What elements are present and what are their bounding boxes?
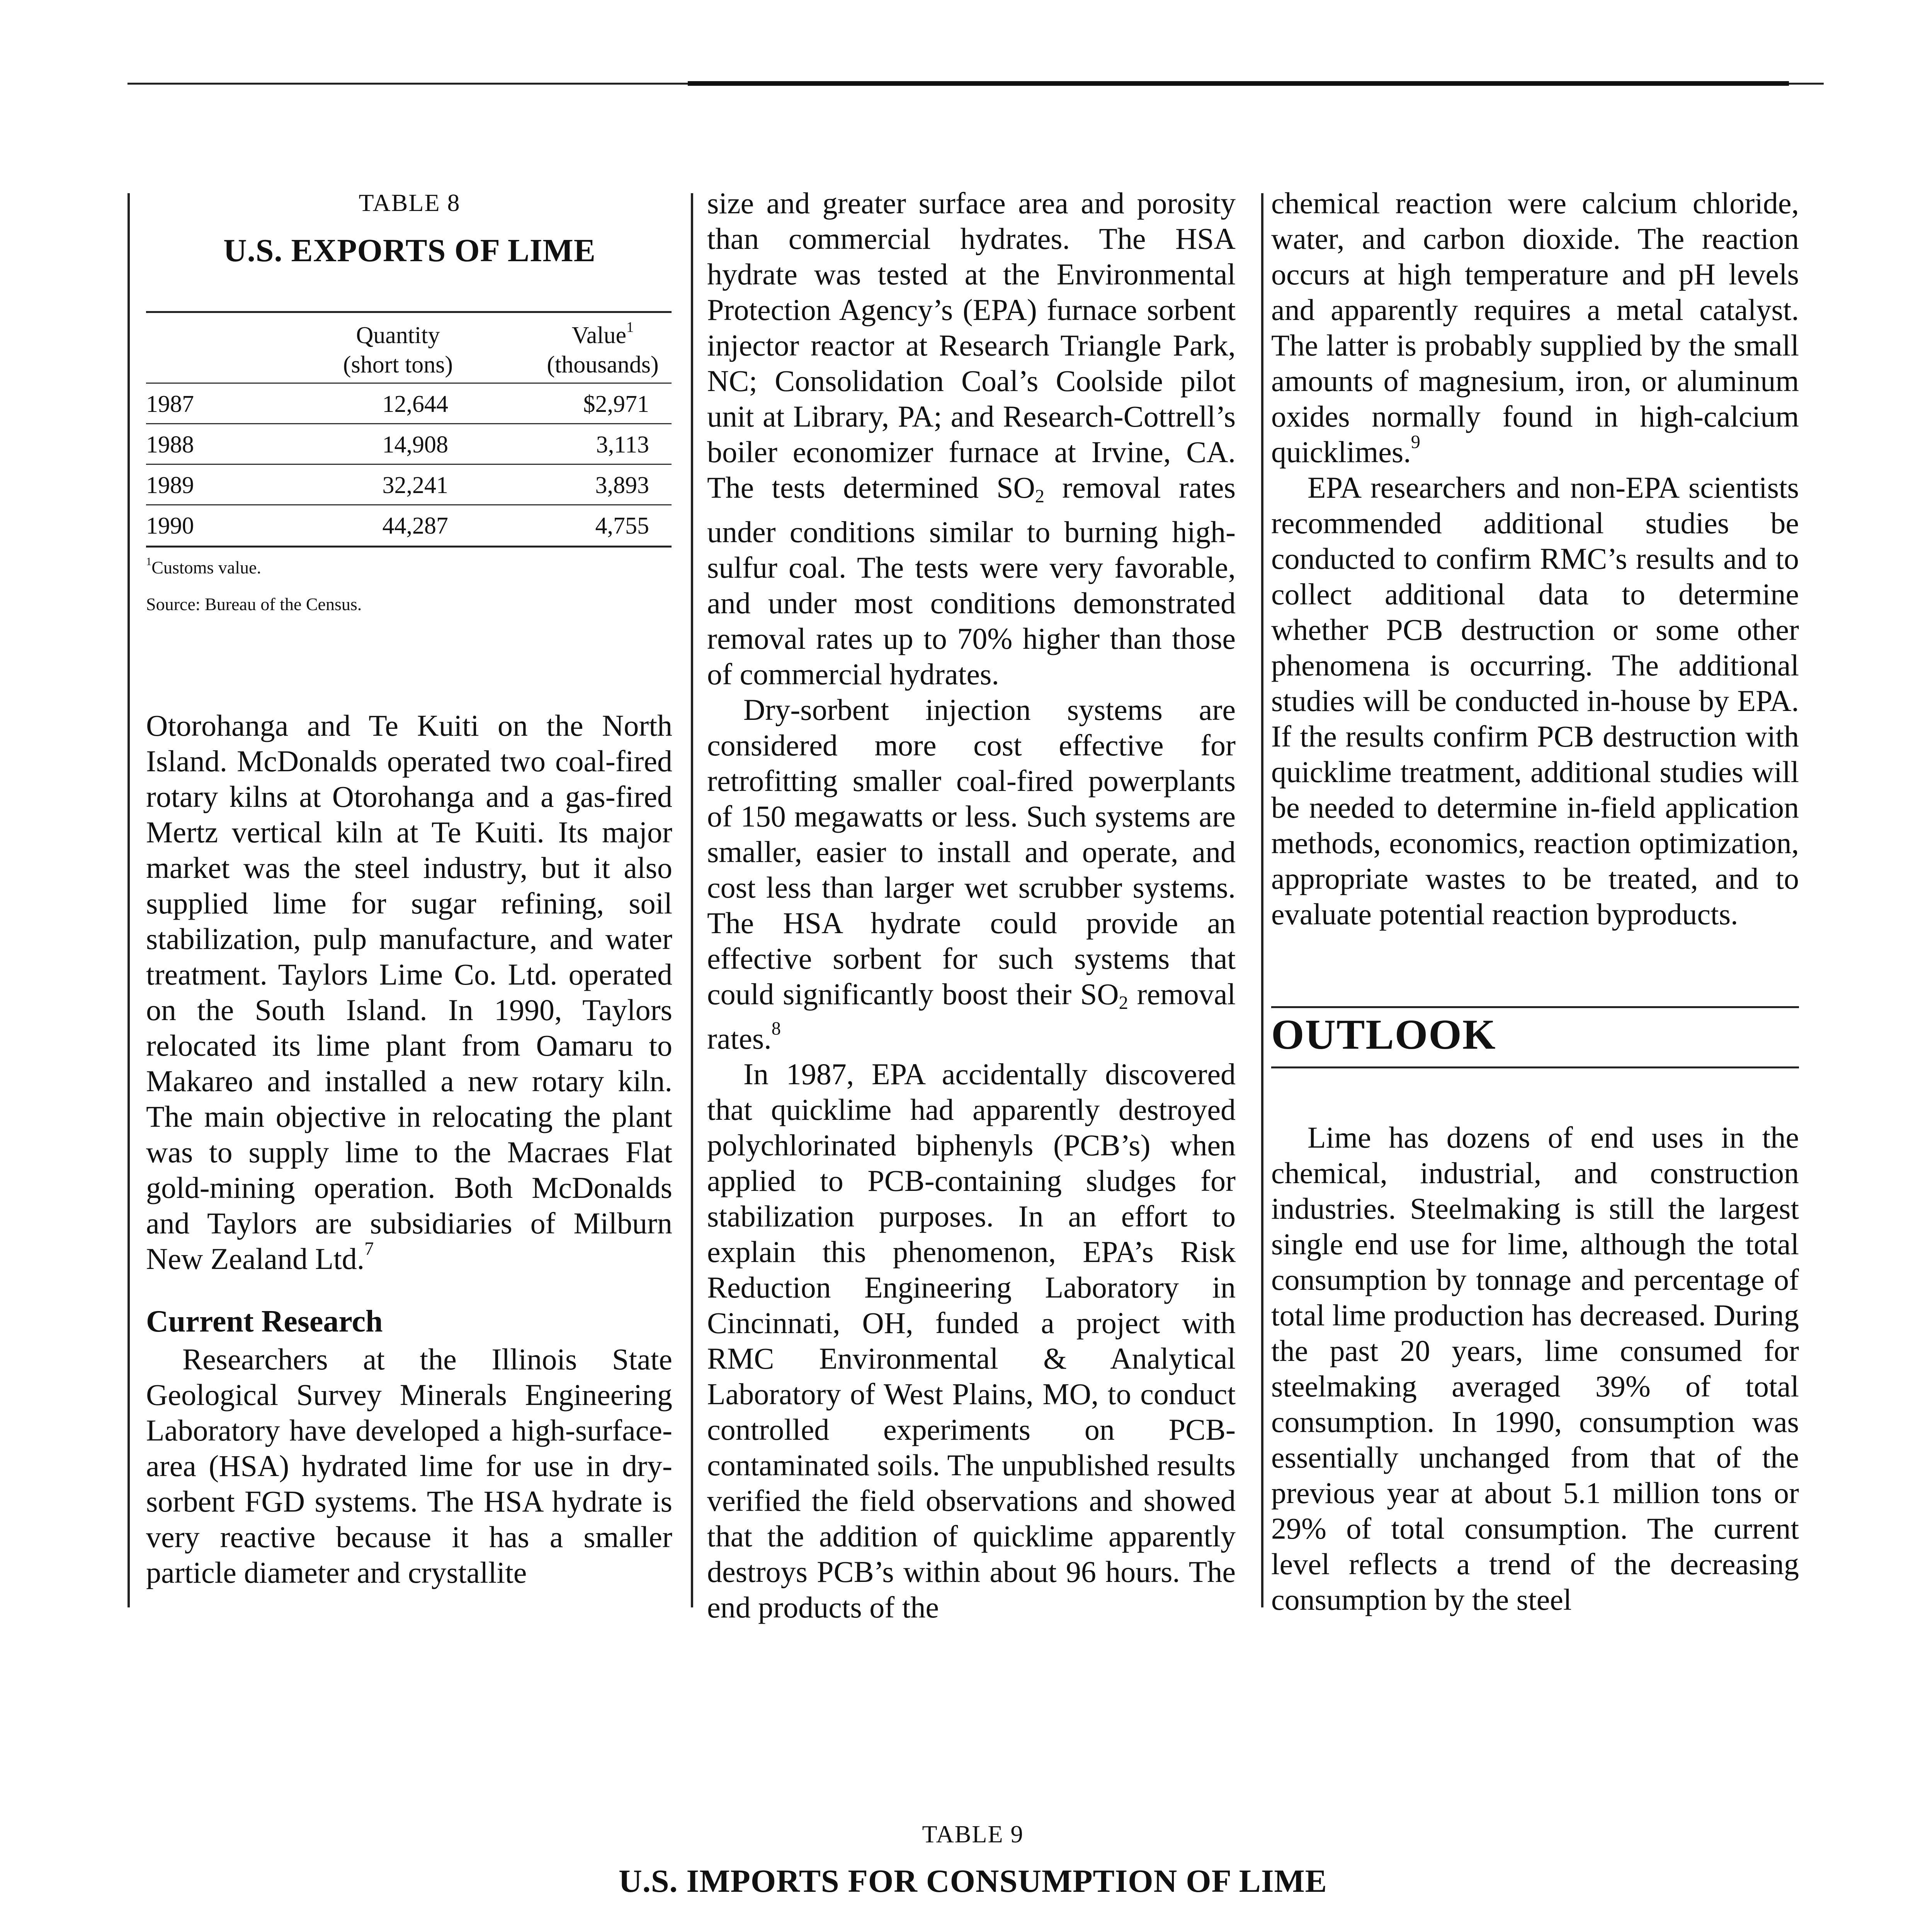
outlook-rule-top [1271, 1006, 1799, 1008]
paragraph: Researchers at the Illinois State Geological Survey Minerals Engineering Laboratory have developed a high-surface-area (HSA) hydrated lime for use in dry-sorbent FGD systems. The HSA hydrate is very reactive because it has a smaller particle diameter and crystallite [146, 1342, 672, 1589]
outlook-rule-bottom [1271, 1066, 1799, 1068]
table-9-title: U.S. IMPORTS FOR CONSUMPTION OF LIME [619, 1863, 1327, 1899]
column-3-text [1271, 185, 1799, 932]
table-8-value: $2,971 [583, 391, 649, 417]
table-8-value: 4,755 [595, 513, 649, 539]
table-8-label: TABLE 8 [359, 189, 461, 216]
paragraph: chemical reaction were calcium chloride, water, and carbon dioxide. The reaction occurs at high temperature and pH levels and apparently requires a metal catalyst. The latter is probably supplied by the small amounts of magnesium, iron, or aluminum oxides normally found in high-calcium quicklimes.$^9$ [1271, 186, 1799, 469]
table-8-year: 1988 [146, 432, 194, 458]
table-8-title: U.S. EXPORTS OF LIME [223, 233, 596, 269]
column-1-text [146, 708, 672, 1590]
table-8-bottom-rule [146, 546, 672, 548]
section-heading-current-research: Current Research [146, 1304, 383, 1338]
table-8-year: 1990 [146, 513, 194, 539]
paragraph: In 1987, EPA accidentally discovered that quicklime had apparently destroyed polychlorinated biphenyls (PCB’s) when applied to PCB-containing sludges for stabilization purposes. In an effort to explain this phenomenon, EPA’s Risk Reduction Engineering Laboratory in Cincinnati, OH, funded a project with RMC Environmental & Analytical Laboratory of West Plains, MO, to conduct controlled experiments on PCB-contaminated soils. The unpublished results verified the field observations and showed that the addition of quicklime apparently destroys PCB’s within about 96 hours. The end products of the [707, 1057, 1236, 1624]
table-8-quantity: 12,644 [382, 391, 448, 417]
table-8-quantity: 14,908 [382, 432, 448, 458]
paragraph: EPA researchers and non-EPA scientists recommended additional studies be conducted to confirm RMC’s results and to collect additional data to determine whether PCB destruction or some other phenomena is occurring. The additional studies will be conducted in-house by EPA. If the results confirm PCB destruction with quicklime treatment, additional studies will be needed to determine in-field application methods, economics, reaction optimization, appropriate wastes to be treated, and to evaluate potential reaction byproducts. [1271, 471, 1799, 931]
section-heading-outlook: OUTLOOK [1271, 1011, 1496, 1058]
table-8-quantity: 32,241 [382, 472, 448, 498]
table-8-row-rule [146, 464, 672, 465]
table-8-row-rule [146, 423, 672, 424]
table-8-year: 1987 [146, 391, 194, 417]
paragraph: size and greater surface area and porosity than commercial hydrates. The HSA hydrate was tested at the Environmental Protection Agency’s (EPA) furnace sorbent injector reactor at Research Triangle Park, NC; Consolidation Coal’s Coolside pilot unit at Library, PA; and Research-Cottrell’s boiler economizer furnace at Irvine, CA. The tests determined $SO_2$ removal rates under conditions similar to burning high-sulfur coal. The tests were very favorable, and under most conditions demonstrated removal rates up to 70% higher than those of commercial hydrates. [707, 186, 1236, 691]
table-8-row-rule [146, 504, 672, 505]
table-8-header-rule [146, 383, 672, 384]
table-8-source: Source: Bureau of the Census. [146, 594, 362, 614]
paragraph: Lime has dozens of end uses in the chemical, industrial, and construction industries. Steelmaking is still the largest single end use for lime, although the total consumption by tonnage and percentage of total lime production has decreased. During the past 20 years, lime consumed for steelmaking averaged 39% of total consumption. In 1990, consumption was essentially unchanged from that of the previous year at about 5.1 million tons or 29% of total consumption. The current level reflects a trend of the decreasing consumption by the steel [1271, 1121, 1799, 1616]
table-8-value: 3,893 [595, 472, 649, 498]
table-8-quantity: 44,287 [382, 513, 448, 539]
column-divider-right [1261, 193, 1263, 1607]
table-8-header-value: Value$^1$ (thousands) [547, 319, 659, 378]
table-8-top-rule [146, 311, 672, 313]
paragraph: Dry-sorbent injection systems are considered more cost effective for retrofitting smaller coal-fired powerplants of 150 megawatts or less. Such systems are smaller, easier to install and operate, and cost less than larger wet scrubber systems. The HSA hydrate could provide an effective sorbent for such systems that could significantly boost their $SO_2$ removal rates.$^8$ [707, 693, 1236, 1056]
paragraph: Otorohanga and Te Kuiti on the North Island. McDonalds operated two coal-fired rotary kilns at Otorohanga and a gas-fired Mertz vertical kiln at Te Kuiti. Its major market was the steel industry, but it also supplied lime for sugar refining, soil stabilization, pulp manufacture, and water treatment. Taylors Lime Co. Ltd. operated on the South Island. In 1990, Taylors relocated its lime plant from Oamaru to Makareo and installed a new rotary kiln. The main objective in relocating the plant was to supply lime to the Macraes Flat gold-mining operation. Both McDonalds and Taylors are subsidiaries of Milburn New Zealand Ltd.$^7$ [146, 709, 672, 1276]
column-3-outlook-text [1271, 1120, 1799, 1617]
table-8-footnote: $^1$Customs value. [146, 556, 261, 577]
column-divider-left [128, 193, 130, 1607]
column-divider-middle [691, 193, 693, 1607]
column-2-text [707, 185, 1236, 1625]
top-rule-accent [688, 81, 1789, 86]
table-8-year: 1989 [146, 472, 194, 498]
table-8-header-quantity: Quantity (short tons) [343, 322, 453, 378]
table-9-label: TABLE 9 [922, 1820, 1024, 1848]
table-8-value: 3,113 [596, 432, 649, 458]
